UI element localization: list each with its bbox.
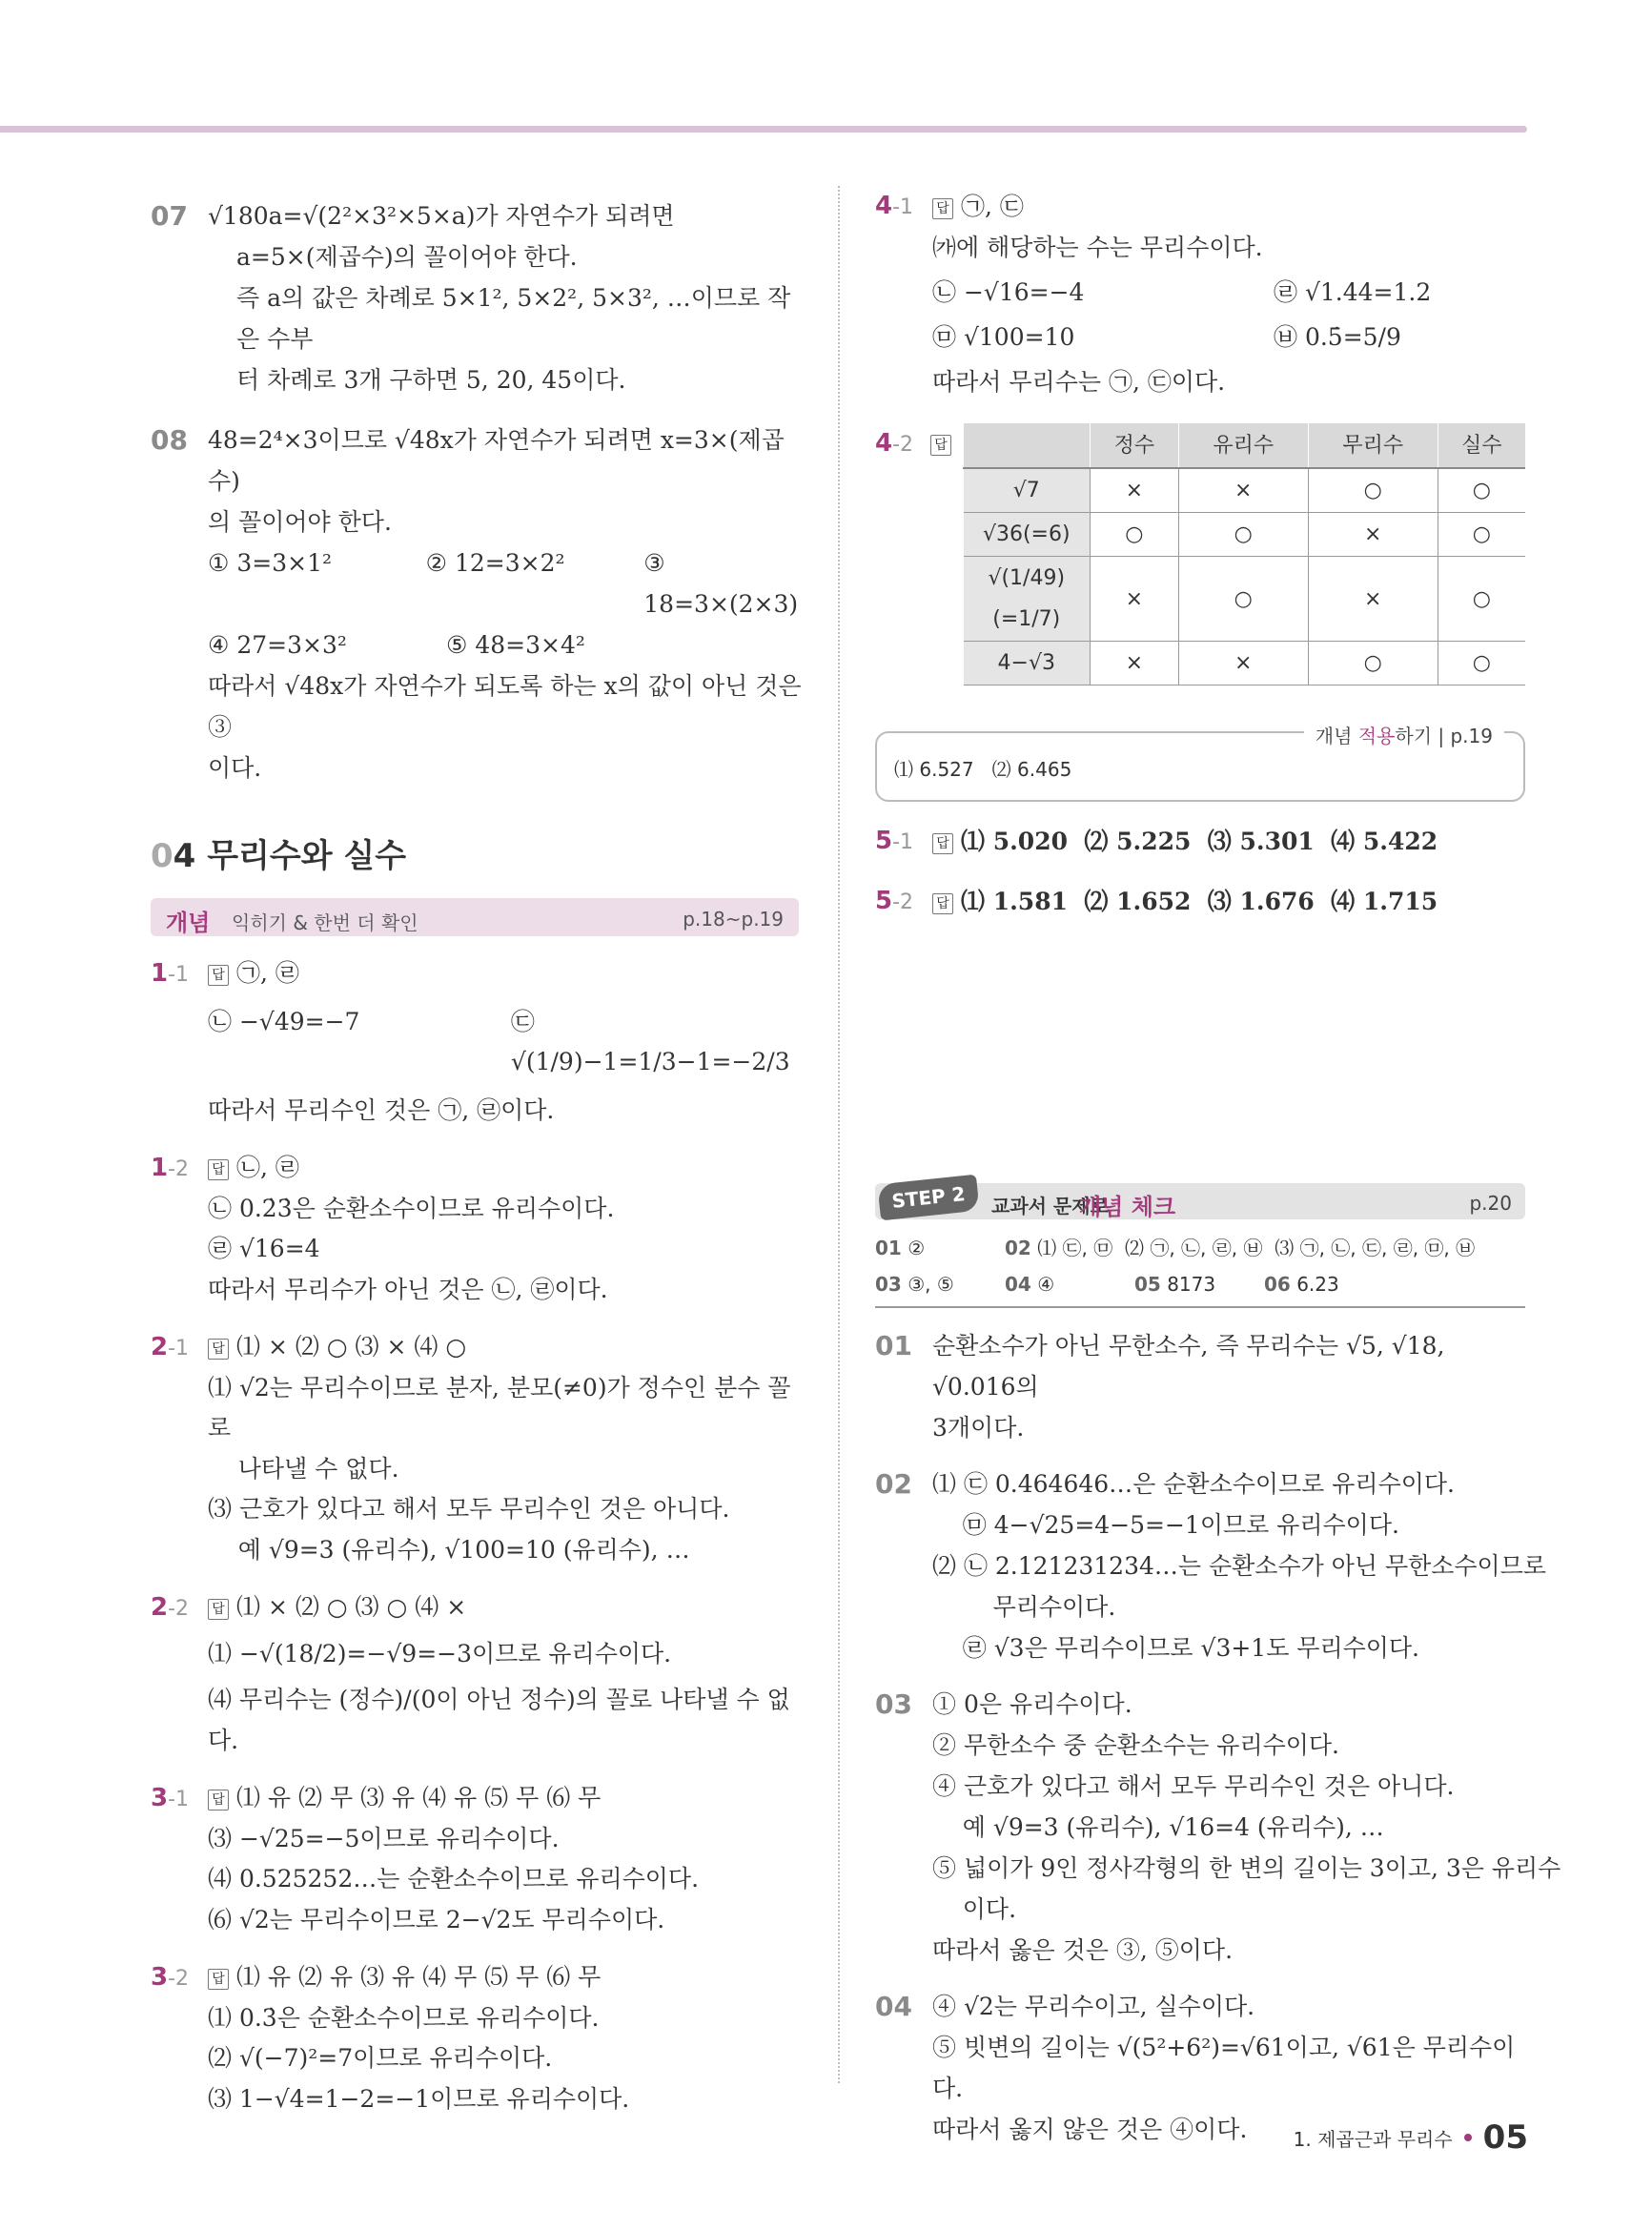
answer-icon: 답 <box>208 1159 229 1180</box>
text-line: 따라서 무리수인 것은 ㉠, ㉣이다. <box>208 1095 555 1124</box>
table-header <box>964 423 1091 468</box>
table-cell: × <box>1091 557 1179 642</box>
item-num-sub: -1 <box>168 1788 190 1811</box>
step2-page: p.20 <box>1469 1192 1512 1215</box>
item-number <box>875 881 913 923</box>
option: ④ 27=3×3² <box>208 631 347 659</box>
text-line: ⑵ √(−7)²=7이므로 유리수이다. <box>208 2044 553 2072</box>
text-line: ㉡ 0.2̇3̇은 순환소수이므로 유리수이다. <box>208 1194 615 1222</box>
problem-number: 01 <box>875 1330 912 1361</box>
text-line: ㉣ √16=4 <box>208 1235 320 1262</box>
divider <box>875 1306 1525 1308</box>
text-line: 3개이다. <box>932 1414 1025 1442</box>
text-line: 따라서 옳은 것은 ③, ⑤이다. <box>932 1936 1234 1964</box>
text-line: ④ 근호가 있다고 해서 모두 무리수인 것은 아니다. <box>932 1772 1455 1800</box>
option: ㉣ √1.44=1.2 <box>1274 278 1432 306</box>
answer-icon: 답 <box>208 1599 229 1620</box>
text-line: √180a=√(2²×3²×5×a)가 자연수가 되려면 <box>208 202 675 230</box>
table-cell: ○ <box>1178 557 1308 642</box>
answer-row <box>875 1230 1525 1266</box>
answer-value: ③, ⑤ <box>908 1273 954 1296</box>
text-line: 즉 a의 값은 차례로 5×1², 5×2², 5×3², …이므로 작은 수부 <box>236 284 791 353</box>
text-line: ⑴ 0.3̇은 순환소수이므로 유리수이다. <box>208 2003 600 2032</box>
item-3-1 <box>151 1778 808 1940</box>
problem-08 <box>151 419 808 788</box>
text-line: 이다. <box>932 1895 1017 1923</box>
answer-num: 06 <box>1264 1273 1291 1296</box>
option-row <box>932 272 1525 313</box>
section-num-prefix: 0 <box>151 837 173 875</box>
text-line: 따라서 옳지 않은 것은 ④이다. <box>932 2116 1248 2143</box>
item-number <box>151 1957 189 2000</box>
option: ⑤ 48=3×4² <box>446 631 585 659</box>
text-line: 순환소수가 아닌 무한소수, 즉 무리수는 √5, √18, √0.016의 <box>932 1332 1445 1401</box>
answer-icon: 답 <box>932 893 953 914</box>
left-top-problems <box>151 195 808 788</box>
text-line: 따라서 무리수는 ㉠, ㉢이다. <box>932 368 1226 396</box>
answer: ⑴ 유 ⑵ 유 ⑶ 유 ⑷ 무 ⑸ 무 ⑹ 무 <box>236 1963 602 1991</box>
answer-value: ⑴ ㉢, ㉤ ⑵ ㉠, ㉡, ㉣, ㉥ ⑶ ㉠, ㉡, ㉢, ㉣, ㉤, ㉥ <box>1037 1237 1476 1259</box>
concept-header-bar <box>151 898 799 936</box>
item-num-sub: -1 <box>168 963 190 987</box>
answer-value: 6.23 <box>1296 1273 1339 1296</box>
item-num-sub: -2 <box>168 1597 190 1621</box>
table-row <box>964 557 1526 642</box>
table-cell: √(1/49)(=1/7) <box>964 557 1091 642</box>
option: ③ 18=3×(2×3) <box>643 549 799 618</box>
step2-badge: STEP 2 <box>877 1175 979 1221</box>
step2-title-1: 교과서 문제로 <box>991 1195 1109 1217</box>
text-line: a=5×(제곱수)의 꼴이어야 한다. <box>236 243 578 271</box>
item-5-1 <box>875 821 1525 862</box>
text-line: 예 √9=3 (유리수), √100=10 (유리수), … <box>208 1535 690 1564</box>
text-line: ⑷ 무리수는 (정수)/(0이 아닌 정수)의 꼴로 나타낼 수 없다. <box>208 1686 790 1754</box>
table-header: 무리수 <box>1308 423 1438 468</box>
apply-label-pre: 개념 <box>1315 725 1358 747</box>
option: ㉡ −√49=−7 <box>208 1007 360 1035</box>
classification-table <box>963 423 1525 685</box>
answer: ⑴ 유 ⑵ 무 ⑶ 유 ⑷ 유 ⑸ 무 ⑹ 무 <box>236 1784 602 1811</box>
problem-number: 07 <box>151 200 188 232</box>
answer-icon: 답 <box>208 1969 229 1990</box>
option: ㉢ √(1/9)−1=1/3−1=−2/3 <box>510 1007 790 1075</box>
answer: ㉠, ㉣ <box>236 959 299 987</box>
table-row <box>964 513 1526 557</box>
answer-icon: 답 <box>208 1790 229 1811</box>
text-line: ㈎에 해당하는 수는 무리수이다. <box>932 234 1263 261</box>
option: ① 3=3×1² <box>208 549 332 577</box>
apply-label-em: 적용 <box>1357 725 1396 747</box>
item-num-sub: -1 <box>892 830 914 854</box>
answer: ⑴ 5.020 ⑵ 5.225 ⑶ 5.301 ⑷ 5.422 <box>961 828 1438 855</box>
problem-number: 03 <box>875 1688 912 1720</box>
table-cell: × <box>1178 468 1308 513</box>
answer-num: 04 <box>1005 1273 1031 1296</box>
item-number <box>151 1148 189 1191</box>
answer: ㉡, ㉣ <box>236 1154 299 1181</box>
item-num-main: 2 <box>151 1593 169 1622</box>
section-title-text: 무리수와 실수 <box>207 837 407 875</box>
item-num-main: 5 <box>875 887 893 915</box>
answer-icon: 답 <box>208 965 229 986</box>
text-line: 따라서 무리수가 아닌 것은 ㉡, ㉣이다. <box>208 1275 608 1303</box>
item-2-1 <box>151 1327 808 1570</box>
text-line: ⑷ 0.525252…는 순환소수이므로 유리수이다. <box>208 1865 700 1892</box>
concept-subtitle: 익히기 & 한번 더 확인 <box>232 911 418 934</box>
item-number <box>875 821 913 863</box>
table-cell: × <box>1308 513 1438 557</box>
text-line: ⑹ √2는 무리수이므로 2−√2도 무리수이다. <box>208 1905 665 1933</box>
answer-icon: 답 <box>930 435 951 456</box>
table-cell: ○ <box>1438 468 1525 513</box>
item-num-sub: -2 <box>168 1157 190 1181</box>
column-separator <box>838 186 840 2083</box>
item-num-sub: -2 <box>892 433 914 457</box>
item-num-main: 1 <box>151 959 169 988</box>
text-line: 나타낼 수 없다. <box>208 1454 399 1483</box>
table-cell: ○ <box>1308 468 1438 513</box>
answer-num: 01 <box>875 1237 902 1259</box>
solution-01 <box>875 1325 1525 1448</box>
table-cell: 4−√3 <box>964 642 1091 685</box>
answer: ㉠, ㉢ <box>961 193 1024 220</box>
answer-icon: 답 <box>932 833 953 854</box>
answer: ⑴ 1.581 ⑵ 1.652 ⑶ 1.676 ⑷ 1.715 <box>961 888 1438 915</box>
step2-answer-grid <box>875 1230 1525 1302</box>
item-number <box>875 186 913 228</box>
concept-items <box>151 953 808 2119</box>
item-num-sub: -1 <box>892 195 914 219</box>
table-cell: ○ <box>1438 513 1525 557</box>
text-line: ㉤ 4−√25=4−5=−1이므로 유리수이다. <box>932 1511 1399 1539</box>
section-title <box>151 829 406 876</box>
answer: ⑴ × ⑵ ○ ⑶ ○ ⑷ × <box>236 1593 467 1621</box>
answer-num: 03 <box>875 1273 902 1296</box>
table-cell: × <box>1178 642 1308 685</box>
answer-num: 02 <box>1005 1237 1031 1259</box>
text-line: ⑶ −√25=−5이므로 유리수이다. <box>208 1824 560 1852</box>
answer-icon: 답 <box>208 1339 229 1360</box>
table-header: 실수 <box>1438 423 1525 468</box>
table-row <box>964 468 1526 513</box>
apply-label-post: 하기 | p.19 <box>1395 725 1493 747</box>
option: ㉥ 0.5̇=5/9 <box>1274 323 1401 351</box>
text-line: ⑵ ㉡ 2.121231234…는 순환소수가 아닌 무한소수이므로 <box>932 1552 1546 1580</box>
item-5-2 <box>875 881 1525 922</box>
option-row <box>208 624 808 665</box>
table-cell: ○ <box>1091 513 1179 557</box>
problem-number: 02 <box>875 1468 912 1500</box>
page-footer <box>1294 2118 1528 2157</box>
step2-title-2: 개념 체크 <box>1079 1194 1176 1220</box>
option: ㉡ −√16=−4 <box>932 278 1085 306</box>
item-number <box>151 1587 189 1630</box>
table-cell: ○ <box>1438 642 1525 685</box>
table-header: 유리수 <box>1178 423 1308 468</box>
item-num-sub: -1 <box>168 1337 190 1361</box>
item-1-1 <box>151 953 808 1131</box>
concept-label: 개념 <box>166 910 211 936</box>
text-line: 따라서 √48x가 자연수가 되도록 하는 x의 값이 아닌 것은 ③ <box>208 672 802 741</box>
problem-number: 08 <box>151 424 188 456</box>
text-line: 무리수이다. <box>932 1593 1116 1621</box>
apply-answer: ⑴ 6.527 ⑵ 6.465 <box>894 758 1072 781</box>
option-row <box>208 1002 808 1083</box>
table-cell: × <box>1091 468 1179 513</box>
problem-number: 04 <box>875 1991 912 2022</box>
apply-label <box>1304 716 1504 757</box>
text-line: ⑶ 근호가 있다고 해서 모두 무리수인 것은 아니다. <box>208 1495 730 1523</box>
item-number <box>151 953 189 996</box>
text-line: 의 꼴이어야 한다. <box>208 508 392 536</box>
text-line: ⑶ 1−√4=1−2=−1이므로 유리수이다. <box>208 2084 630 2113</box>
option: ② 12=3×2² <box>425 549 565 577</box>
section-num-suffix: 4 <box>173 837 196 875</box>
text-line: ① 0은 유리수이다. <box>932 1690 1132 1718</box>
concept-pages: p.18~p.19 <box>683 908 784 931</box>
table-cell: √36(=6) <box>964 513 1091 557</box>
chapter-label: 1. 제곱근과 무리수 <box>1293 2127 1453 2151</box>
table-row <box>964 642 1526 685</box>
solution-02 <box>875 1463 1546 1668</box>
item-num-main: 1 <box>151 1154 169 1182</box>
item-number <box>151 1327 189 1370</box>
item-number <box>875 423 913 465</box>
answer: ⑴ × ⑵ ○ ⑶ × ⑷ ○ <box>236 1333 467 1361</box>
item-2-2 <box>151 1587 808 1761</box>
item-4-2 <box>875 423 1525 685</box>
item-num-main: 2 <box>151 1333 169 1361</box>
option-row <box>932 317 1525 358</box>
solution-03 <box>875 1684 1561 1971</box>
option: ㉤ √100=10 <box>932 323 1075 351</box>
answer-icon: 답 <box>932 198 953 219</box>
item-3-2 <box>151 1957 808 2119</box>
item-num-main: 3 <box>151 1784 169 1812</box>
text-line: ⑴ ㉢ 0.464646…은 순환소수이므로 유리수이다. <box>932 1470 1455 1498</box>
answer-value: 8173 <box>1167 1273 1216 1296</box>
table-cell: × <box>1308 557 1438 642</box>
items-5 <box>875 821 1525 922</box>
answer-value: ② <box>908 1237 926 1259</box>
table-cell: ○ <box>1438 557 1525 642</box>
page-number: 05 <box>1482 2118 1528 2157</box>
text-line: 48=2⁴×3이므로 √48x가 자연수가 되려면 x=3×(제곱수) <box>208 426 785 495</box>
table-header: 정수 <box>1091 423 1179 468</box>
concept-apply-box <box>875 725 1525 802</box>
item-num-sub: -2 <box>892 890 914 914</box>
option-row <box>208 542 808 624</box>
text-line: 이다. <box>208 754 262 782</box>
item-4-1 <box>875 186 1525 402</box>
text-line: ⑤ 빗변의 길이는 √(5²+6²)=√61이고, √61은 무리수이다. <box>932 2034 1516 2102</box>
table-cell: × <box>1091 642 1179 685</box>
item-num-main: 5 <box>875 827 893 855</box>
text-line: ⑤ 넓이가 9인 정사각형의 한 변의 길이는 3이고, 3은 유리수 <box>932 1854 1561 1882</box>
item-num-main: 4 <box>875 429 893 458</box>
text-line: 예 √9=3 (유리수), √16=4 (유리수), … <box>932 1813 1384 1841</box>
answer-row <box>875 1266 1525 1302</box>
text-line: 터 차례로 3개 구하면 5, 20, 45이다. <box>236 366 626 394</box>
item-1-2 <box>151 1148 808 1310</box>
step2-solutions <box>875 1325 1561 2150</box>
item-num-main: 4 <box>875 192 893 220</box>
problem-07 <box>151 195 808 400</box>
table-cell: ○ <box>1308 642 1438 685</box>
answer-num: 05 <box>1134 1273 1161 1296</box>
right-top <box>875 186 1525 922</box>
text-line: ㉣ √3은 무리수이므로 √3+1도 무리수이다. <box>932 1634 1419 1662</box>
item-num-main: 3 <box>151 1963 169 1992</box>
text-line: ⑴ −√(18/2)=−√9=−3이므로 유리수이다. <box>208 1639 672 1667</box>
text-line: ② 무한소수 중 순환소수는 유리수이다. <box>932 1731 1339 1759</box>
step2-header <box>875 1183 1525 1221</box>
table-cell: ○ <box>1178 513 1308 557</box>
item-number <box>151 1778 189 1821</box>
item-num-sub: -2 <box>168 1967 190 1991</box>
answer-value: ④ <box>1037 1273 1055 1296</box>
text-line: ④ √2는 무리수이고, 실수이다. <box>932 1993 1255 2020</box>
table-cell: √7 <box>964 468 1091 513</box>
text-line: ⑴ √2는 무리수이므로 분자, 분모(≠0)가 정수인 분수 꼴로 <box>208 1373 791 1442</box>
bullet-dot-icon <box>1464 2134 1472 2141</box>
top-decor-bar <box>0 126 1527 133</box>
